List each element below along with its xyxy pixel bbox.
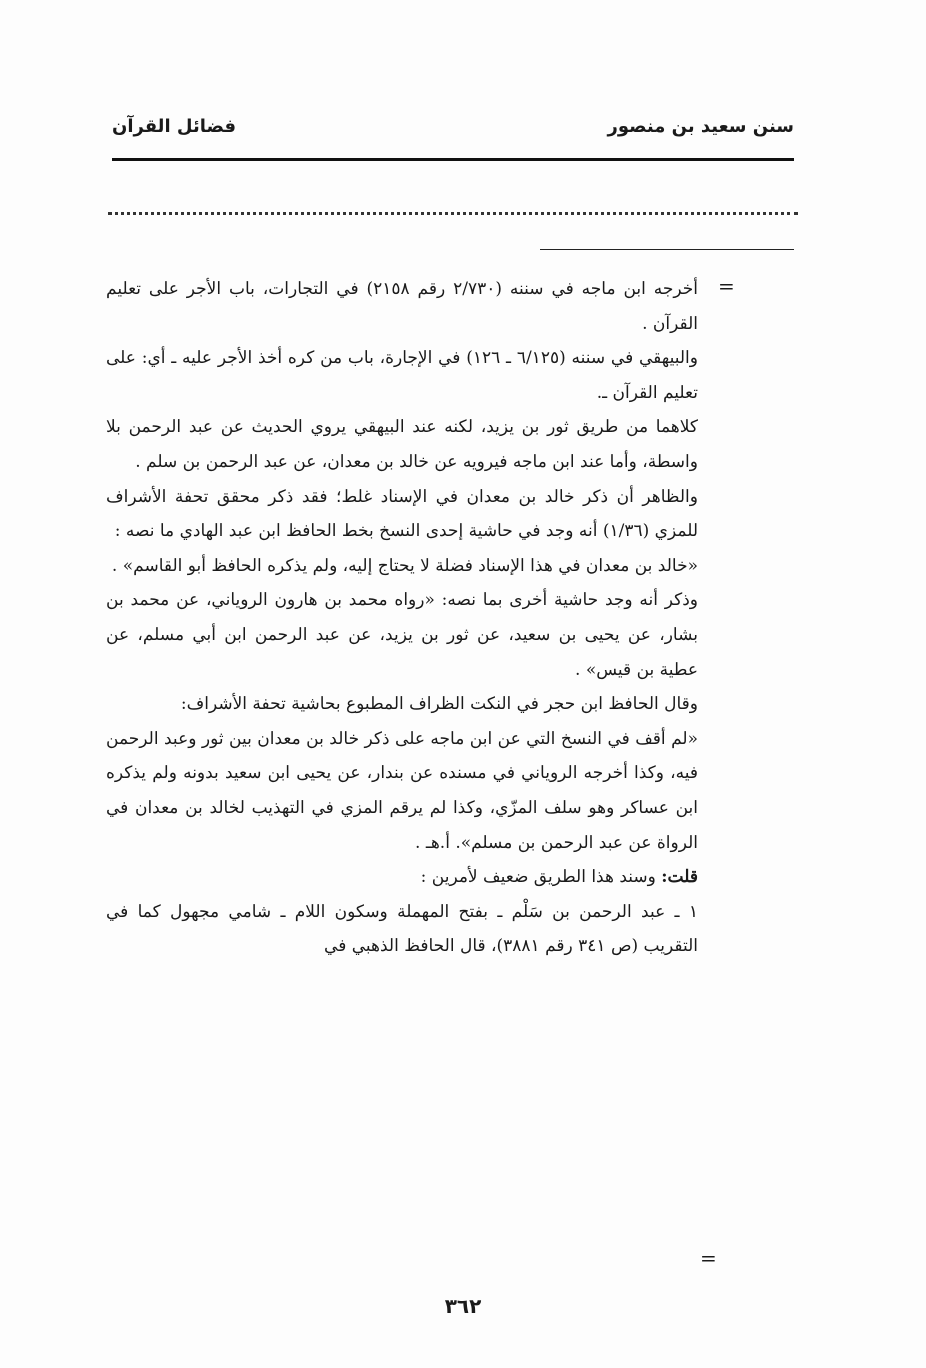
book-title: سنن سعيد بن منصور	[607, 116, 794, 137]
footnote-separator	[540, 249, 794, 250]
footnote-paragraph: «لم أقف في النسخ التي عن ابن ماجه على ذكر خالد بن معدان بين ثور وعبد الرحمن فيه، وكذا أخرجه الروياني في مسنده عن بندار، عن يحيى ابن سعيد بدونه ولم يذكره ابن عساكر وهو سلف المزّي، وكذا لم يرقم المزي في التهذيب لخالد بن معدان في الرواة عن عبد الرحمن بن مسلم». أ.هـ .	[106, 728, 698, 853]
footnote-paragraph: والظاهر أن ذكر خالد بن معدان في الإسناد غلط؛ فقد ذكر محقق تحفة الأشراف للمزي (١/٣٦) أنه وجد في حاشية إحدى النسخ بخط الحافظ ابن عبد الهادي ما نصه :	[106, 486, 698, 542]
footnote-paragraph: كلاهما من طريق ثور بن يزيد، لكنه عند البيهقي يروي الحديث عن عبد الرحمن بلا واسطة، وأما عند ابن ماجه فيرويه عن خالد بن معدان، عن عبد الرحمن بن سلم .	[106, 417, 698, 472]
footnote-paragraph: ١ ـ عبد الرحمن بن سَلْم ـ بفتح المهملة وسكون اللام ـ شامي مجهول كما في التقريب (ص ٣٤١ رقم ٣٨٨١)، قال الحافظ الذهبي في	[106, 901, 698, 957]
footnote-paragraph: وقال الحافظ ابن حجر في النكت الظراف المطبوع بحاشية تحفة الأشراف:	[180, 694, 698, 715]
footnote-body	[106, 272, 698, 964]
header-rule	[112, 158, 794, 161]
qult-label: قلت:	[661, 867, 698, 888]
footnote-paragraph: «خالد بن معدان في هذا الإسناد فضلة لا يحتاج إليه، ولم يذكره الحافظ أبو القاسم» .	[111, 555, 698, 576]
dotted-separator	[108, 212, 798, 215]
qult-text: وسند هذا الطريق ضعيف لأمرين :	[420, 867, 662, 888]
footnote-paragraph: وذكر أنه وجد حاشية أخرى بما نصه: «رواه محمد بن هارون الروياني، عن محمد بن بشار، عن يحيى بن سعيد، عن ثور بن يزيد، عن عبد الرحمن ابن أبي مسلم، عن عطية بن قيس» .	[106, 590, 698, 680]
footnote-paragraph: أخرجه ابن ماجه في سننه (٢/٧٣٠ رقم ٢١٥٨) في التجارات، باب الأجر على تعليم القرآن .	[106, 279, 698, 334]
qult-paragraph	[106, 860, 698, 895]
section-title: فضائل القرآن	[112, 116, 236, 137]
continuation-end-marker: =	[700, 1246, 717, 1270]
page-number: ٣٦٢	[444, 1294, 482, 1318]
footnote-paragraph: والبيهقي في سننه (٦/١٢٥ ـ ١٢٦) في الإجارة، باب من كره أخذ الأجر عليه ـ أي: على تعليم القرآن ـ.	[106, 348, 698, 403]
continuation-marker: =	[718, 274, 735, 298]
